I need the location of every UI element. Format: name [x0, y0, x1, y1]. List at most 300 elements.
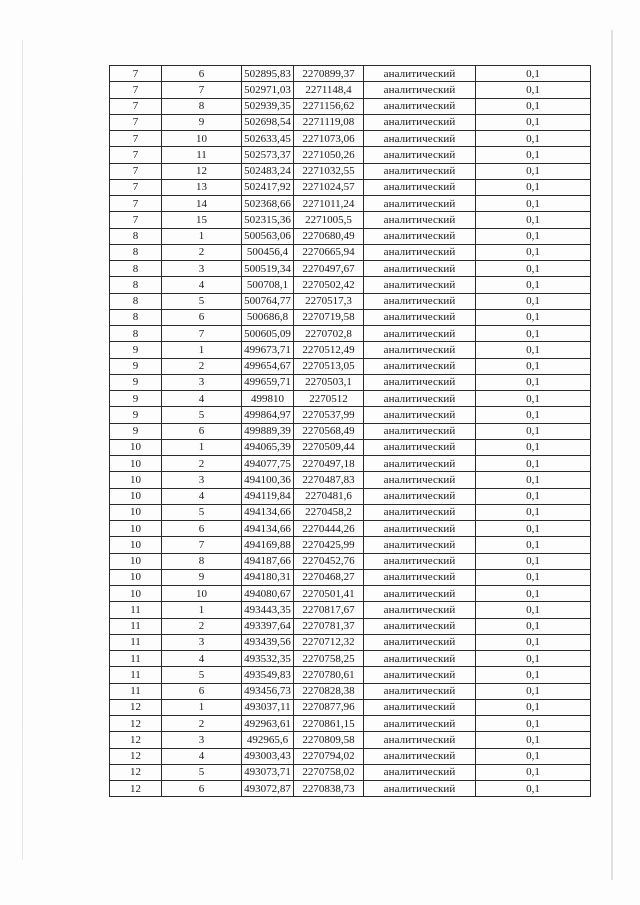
region-number-cell: 7 — [110, 163, 162, 179]
accuracy-cell: 0,1 — [476, 504, 591, 520]
accuracy-cell: 0,1 — [476, 683, 591, 699]
accuracy-cell: 0,1 — [476, 716, 591, 732]
accuracy-cell: 0,1 — [476, 781, 591, 797]
accuracy-cell: 0,1 — [476, 423, 591, 439]
y-coordinate-cell: 2270497,18 — [294, 456, 364, 472]
y-coordinate-cell: 2270513,05 — [294, 358, 364, 374]
point-number-cell: 6 — [162, 781, 242, 797]
y-coordinate-cell: 2270468,27 — [294, 569, 364, 585]
y-coordinate-cell: 2270512,49 — [294, 342, 364, 358]
accuracy-cell: 0,1 — [476, 488, 591, 504]
accuracy-cell: 0,1 — [476, 439, 591, 455]
table-row — [110, 228, 591, 244]
method-cell: аналитический — [364, 277, 476, 293]
x-coordinate-cell: 494100,36 — [242, 472, 294, 488]
region-number-cell: 11 — [110, 667, 162, 683]
method-cell: аналитический — [364, 439, 476, 455]
accuracy-cell: 0,1 — [476, 163, 591, 179]
method-cell: аналитический — [364, 716, 476, 732]
method-cell: аналитический — [364, 683, 476, 699]
x-coordinate-cell: 494077,75 — [242, 456, 294, 472]
table-row — [110, 537, 591, 553]
y-coordinate-cell: 2270780,61 — [294, 667, 364, 683]
region-number-cell: 10 — [110, 472, 162, 488]
page-edge-right — [611, 30, 613, 880]
method-cell: аналитический — [364, 634, 476, 650]
point-number-cell: 5 — [162, 293, 242, 309]
method-cell: аналитический — [364, 244, 476, 260]
x-coordinate-cell: 499889,39 — [242, 423, 294, 439]
region-number-cell: 11 — [110, 634, 162, 650]
region-number-cell: 12 — [110, 716, 162, 732]
y-coordinate-cell: 2270781,37 — [294, 618, 364, 634]
x-coordinate-cell: 499659,71 — [242, 374, 294, 390]
point-number-cell: 7 — [162, 82, 242, 98]
region-number-cell: 7 — [110, 196, 162, 212]
y-coordinate-cell: 2270809,58 — [294, 732, 364, 748]
table-row — [110, 326, 591, 342]
accuracy-cell: 0,1 — [476, 667, 591, 683]
method-cell: аналитический — [364, 423, 476, 439]
x-coordinate-cell: 493037,11 — [242, 699, 294, 715]
point-number-cell: 7 — [162, 326, 242, 342]
region-number-cell: 9 — [110, 358, 162, 374]
x-coordinate-cell: 500605,09 — [242, 326, 294, 342]
y-coordinate-cell: 2270458,2 — [294, 504, 364, 520]
method-cell: аналитический — [364, 66, 476, 82]
region-number-cell: 10 — [110, 456, 162, 472]
table-row — [110, 472, 591, 488]
method-cell: аналитический — [364, 374, 476, 390]
x-coordinate-cell: 493073,71 — [242, 764, 294, 780]
point-number-cell: 2 — [162, 456, 242, 472]
table-row — [110, 699, 591, 715]
y-coordinate-cell: 2270712,32 — [294, 634, 364, 650]
table-row — [110, 732, 591, 748]
accuracy-cell: 0,1 — [476, 244, 591, 260]
method-cell: аналитический — [364, 764, 476, 780]
method-cell: аналитический — [364, 212, 476, 228]
x-coordinate-cell: 502417,92 — [242, 179, 294, 195]
table-row — [110, 196, 591, 212]
accuracy-cell: 0,1 — [476, 634, 591, 650]
point-number-cell: 1 — [162, 602, 242, 618]
x-coordinate-cell: 499673,71 — [242, 342, 294, 358]
y-coordinate-cell: 2270487,83 — [294, 472, 364, 488]
accuracy-cell: 0,1 — [476, 618, 591, 634]
method-cell: аналитический — [364, 602, 476, 618]
method-cell: аналитический — [364, 309, 476, 325]
method-cell: аналитический — [364, 488, 476, 504]
point-number-cell: 4 — [162, 488, 242, 504]
accuracy-cell: 0,1 — [476, 293, 591, 309]
point-number-cell: 3 — [162, 261, 242, 277]
method-cell: аналитический — [364, 521, 476, 537]
point-number-cell: 9 — [162, 569, 242, 585]
region-number-cell: 8 — [110, 326, 162, 342]
region-number-cell: 10 — [110, 586, 162, 602]
y-coordinate-cell: 2270665,94 — [294, 244, 364, 260]
x-coordinate-cell: 502483,24 — [242, 163, 294, 179]
table-row — [110, 781, 591, 797]
point-number-cell: 10 — [162, 586, 242, 602]
table-row — [110, 407, 591, 423]
x-coordinate-cell: 494134,66 — [242, 504, 294, 520]
region-number-cell: 7 — [110, 147, 162, 163]
point-number-cell: 4 — [162, 277, 242, 293]
x-coordinate-cell: 499810 — [242, 391, 294, 407]
y-coordinate-cell: 2270680,49 — [294, 228, 364, 244]
method-cell: аналитический — [364, 114, 476, 130]
accuracy-cell: 0,1 — [476, 391, 591, 407]
accuracy-cell: 0,1 — [476, 699, 591, 715]
point-number-cell: 5 — [162, 407, 242, 423]
table-row — [110, 439, 591, 455]
accuracy-cell: 0,1 — [476, 342, 591, 358]
table-row — [110, 488, 591, 504]
region-number-cell: 10 — [110, 504, 162, 520]
method-cell: аналитический — [364, 82, 476, 98]
region-number-cell: 8 — [110, 261, 162, 277]
method-cell: аналитический — [364, 261, 476, 277]
y-coordinate-cell: 2270497,67 — [294, 261, 364, 277]
table-row — [110, 602, 591, 618]
table-row — [110, 147, 591, 163]
y-coordinate-cell: 2270425,99 — [294, 537, 364, 553]
method-cell: аналитический — [364, 391, 476, 407]
x-coordinate-cell: 494187,66 — [242, 553, 294, 569]
y-coordinate-cell: 2270452,76 — [294, 553, 364, 569]
x-coordinate-cell: 502895,83 — [242, 66, 294, 82]
region-number-cell: 10 — [110, 488, 162, 504]
point-number-cell: 4 — [162, 651, 242, 667]
point-number-cell: 8 — [162, 98, 242, 114]
table-row — [110, 342, 591, 358]
accuracy-cell: 0,1 — [476, 553, 591, 569]
method-cell: аналитический — [364, 699, 476, 715]
method-cell: аналитический — [364, 98, 476, 114]
y-coordinate-cell: 2270828,38 — [294, 683, 364, 699]
region-number-cell: 7 — [110, 66, 162, 82]
region-number-cell: 9 — [110, 391, 162, 407]
table-row — [110, 423, 591, 439]
region-number-cell: 12 — [110, 764, 162, 780]
region-number-cell: 10 — [110, 521, 162, 537]
point-number-cell: 4 — [162, 391, 242, 407]
x-coordinate-cell: 494134,66 — [242, 521, 294, 537]
x-coordinate-cell: 502698,54 — [242, 114, 294, 130]
table-row — [110, 309, 591, 325]
point-number-cell: 5 — [162, 504, 242, 520]
point-number-cell: 5 — [162, 667, 242, 683]
x-coordinate-cell: 493532,35 — [242, 651, 294, 667]
method-cell: аналитический — [364, 131, 476, 147]
accuracy-cell: 0,1 — [476, 82, 591, 98]
point-number-cell: 1 — [162, 439, 242, 455]
method-cell: аналитический — [364, 147, 476, 163]
accuracy-cell: 0,1 — [476, 326, 591, 342]
region-number-cell: 7 — [110, 114, 162, 130]
x-coordinate-cell: 493439,56 — [242, 634, 294, 650]
method-cell: аналитический — [364, 586, 476, 602]
method-cell: аналитический — [364, 326, 476, 342]
region-number-cell: 8 — [110, 244, 162, 260]
x-coordinate-cell: 502315,36 — [242, 212, 294, 228]
y-coordinate-cell: 2270794,02 — [294, 748, 364, 764]
region-number-cell: 12 — [110, 699, 162, 715]
point-number-cell: 1 — [162, 699, 242, 715]
table-row — [110, 391, 591, 407]
y-coordinate-cell: 2270509,44 — [294, 439, 364, 455]
table-row — [110, 244, 591, 260]
table-row — [110, 716, 591, 732]
x-coordinate-cell: 493072,87 — [242, 781, 294, 797]
y-coordinate-cell: 2270838,73 — [294, 781, 364, 797]
point-number-cell: 15 — [162, 212, 242, 228]
table-row — [110, 569, 591, 585]
point-number-cell: 3 — [162, 374, 242, 390]
accuracy-cell: 0,1 — [476, 472, 591, 488]
accuracy-cell: 0,1 — [476, 569, 591, 585]
accuracy-cell: 0,1 — [476, 521, 591, 537]
table-row — [110, 179, 591, 195]
point-number-cell: 3 — [162, 732, 242, 748]
method-cell: аналитический — [364, 472, 476, 488]
point-number-cell: 2 — [162, 358, 242, 374]
x-coordinate-cell: 500456,4 — [242, 244, 294, 260]
table-row — [110, 618, 591, 634]
region-number-cell: 11 — [110, 602, 162, 618]
table-row — [110, 82, 591, 98]
point-number-cell: 6 — [162, 66, 242, 82]
y-coordinate-cell: 2271005,5 — [294, 212, 364, 228]
accuracy-cell: 0,1 — [476, 261, 591, 277]
region-number-cell: 9 — [110, 423, 162, 439]
point-number-cell: 2 — [162, 244, 242, 260]
x-coordinate-cell: 502939,35 — [242, 98, 294, 114]
method-cell: аналитический — [364, 651, 476, 667]
point-number-cell: 4 — [162, 748, 242, 764]
point-number-cell: 7 — [162, 537, 242, 553]
page-edge-left — [22, 40, 23, 860]
region-number-cell: 8 — [110, 277, 162, 293]
y-coordinate-cell: 2270861,15 — [294, 716, 364, 732]
x-coordinate-cell: 492965,6 — [242, 732, 294, 748]
region-number-cell: 7 — [110, 212, 162, 228]
y-coordinate-cell: 2270702,8 — [294, 326, 364, 342]
method-cell: аналитический — [364, 456, 476, 472]
method-cell: аналитический — [364, 732, 476, 748]
region-number-cell: 10 — [110, 553, 162, 569]
region-number-cell: 7 — [110, 82, 162, 98]
region-number-cell: 7 — [110, 98, 162, 114]
accuracy-cell: 0,1 — [476, 309, 591, 325]
point-number-cell: 3 — [162, 634, 242, 650]
region-number-cell: 9 — [110, 342, 162, 358]
table-row — [110, 277, 591, 293]
accuracy-cell: 0,1 — [476, 147, 591, 163]
method-cell: аналитический — [364, 553, 476, 569]
y-coordinate-cell: 2270503,1 — [294, 374, 364, 390]
accuracy-cell: 0,1 — [476, 196, 591, 212]
region-number-cell: 9 — [110, 374, 162, 390]
region-number-cell: 8 — [110, 309, 162, 325]
point-number-cell: 3 — [162, 472, 242, 488]
y-coordinate-cell: 2271156,62 — [294, 98, 364, 114]
y-coordinate-cell: 2270481,6 — [294, 488, 364, 504]
y-coordinate-cell: 2270512 — [294, 391, 364, 407]
y-coordinate-cell: 2270537,99 — [294, 407, 364, 423]
table-row — [110, 163, 591, 179]
method-cell: аналитический — [364, 407, 476, 423]
table-row — [110, 66, 591, 82]
table-row — [110, 114, 591, 130]
x-coordinate-cell: 500708,1 — [242, 277, 294, 293]
table-row — [110, 456, 591, 472]
x-coordinate-cell: 492963,61 — [242, 716, 294, 732]
point-number-cell: 6 — [162, 683, 242, 699]
region-number-cell: 9 — [110, 407, 162, 423]
method-cell: аналитический — [364, 569, 476, 585]
accuracy-cell: 0,1 — [476, 732, 591, 748]
method-cell: аналитический — [364, 504, 476, 520]
accuracy-cell: 0,1 — [476, 114, 591, 130]
region-number-cell: 11 — [110, 683, 162, 699]
point-number-cell: 13 — [162, 179, 242, 195]
accuracy-cell: 0,1 — [476, 358, 591, 374]
coordinates-table — [109, 65, 591, 797]
y-coordinate-cell: 2270719,58 — [294, 309, 364, 325]
x-coordinate-cell: 502573,37 — [242, 147, 294, 163]
method-cell: аналитический — [364, 358, 476, 374]
point-number-cell: 1 — [162, 342, 242, 358]
table-row — [110, 586, 591, 602]
table-row — [110, 131, 591, 147]
accuracy-cell: 0,1 — [476, 537, 591, 553]
table-row — [110, 98, 591, 114]
accuracy-cell: 0,1 — [476, 407, 591, 423]
region-number-cell: 10 — [110, 439, 162, 455]
y-coordinate-cell: 2271024,57 — [294, 179, 364, 195]
accuracy-cell: 0,1 — [476, 66, 591, 82]
table-row — [110, 667, 591, 683]
y-coordinate-cell: 2271011,24 — [294, 196, 364, 212]
y-coordinate-cell: 2270501,41 — [294, 586, 364, 602]
point-number-cell: 2 — [162, 618, 242, 634]
region-number-cell: 10 — [110, 569, 162, 585]
region-number-cell: 11 — [110, 618, 162, 634]
y-coordinate-cell: 2270502,42 — [294, 277, 364, 293]
x-coordinate-cell: 502633,45 — [242, 131, 294, 147]
table-row — [110, 634, 591, 650]
table-row — [110, 293, 591, 309]
table-row — [110, 504, 591, 520]
region-number-cell: 7 — [110, 179, 162, 195]
accuracy-cell: 0,1 — [476, 651, 591, 667]
point-number-cell: 6 — [162, 423, 242, 439]
point-number-cell: 1 — [162, 228, 242, 244]
method-cell: аналитический — [364, 537, 476, 553]
table-row — [110, 683, 591, 699]
accuracy-cell: 0,1 — [476, 98, 591, 114]
accuracy-cell: 0,1 — [476, 131, 591, 147]
point-number-cell: 5 — [162, 764, 242, 780]
x-coordinate-cell: 493456,73 — [242, 683, 294, 699]
method-cell: аналитический — [364, 196, 476, 212]
table-row — [110, 521, 591, 537]
table-row — [110, 261, 591, 277]
accuracy-cell: 0,1 — [476, 586, 591, 602]
x-coordinate-cell: 500764,77 — [242, 293, 294, 309]
region-number-cell: 12 — [110, 732, 162, 748]
accuracy-cell: 0,1 — [476, 374, 591, 390]
point-number-cell: 14 — [162, 196, 242, 212]
y-coordinate-cell: 2271148,4 — [294, 82, 364, 98]
x-coordinate-cell: 494065,39 — [242, 439, 294, 455]
y-coordinate-cell: 2271073,06 — [294, 131, 364, 147]
x-coordinate-cell: 500519,34 — [242, 261, 294, 277]
point-number-cell: 6 — [162, 521, 242, 537]
y-coordinate-cell: 2270517,3 — [294, 293, 364, 309]
point-number-cell: 10 — [162, 131, 242, 147]
region-number-cell: 12 — [110, 781, 162, 797]
point-number-cell: 8 — [162, 553, 242, 569]
method-cell: аналитический — [364, 781, 476, 797]
x-coordinate-cell: 502368,66 — [242, 196, 294, 212]
y-coordinate-cell: 2271050,26 — [294, 147, 364, 163]
point-number-cell: 12 — [162, 163, 242, 179]
point-number-cell: 9 — [162, 114, 242, 130]
x-coordinate-cell: 494169,88 — [242, 537, 294, 553]
y-coordinate-cell: 2270758,02 — [294, 764, 364, 780]
y-coordinate-cell: 2270758,25 — [294, 651, 364, 667]
y-coordinate-cell: 2270877,96 — [294, 699, 364, 715]
accuracy-cell: 0,1 — [476, 179, 591, 195]
region-number-cell: 7 — [110, 131, 162, 147]
region-number-cell: 8 — [110, 228, 162, 244]
region-number-cell: 11 — [110, 651, 162, 667]
method-cell: аналитический — [364, 293, 476, 309]
method-cell: аналитический — [364, 179, 476, 195]
x-coordinate-cell: 502971,03 — [242, 82, 294, 98]
x-coordinate-cell: 493549,83 — [242, 667, 294, 683]
method-cell: аналитический — [364, 748, 476, 764]
accuracy-cell: 0,1 — [476, 602, 591, 618]
x-coordinate-cell: 499654,67 — [242, 358, 294, 374]
x-coordinate-cell: 494119,84 — [242, 488, 294, 504]
x-coordinate-cell: 493443,35 — [242, 602, 294, 618]
x-coordinate-cell: 500563,06 — [242, 228, 294, 244]
method-cell: аналитический — [364, 228, 476, 244]
point-number-cell: 6 — [162, 309, 242, 325]
y-coordinate-cell: 2270444,26 — [294, 521, 364, 537]
accuracy-cell: 0,1 — [476, 748, 591, 764]
table-row — [110, 748, 591, 764]
x-coordinate-cell: 494180,31 — [242, 569, 294, 585]
x-coordinate-cell: 493397,64 — [242, 618, 294, 634]
y-coordinate-cell: 2271119,08 — [294, 114, 364, 130]
table-row — [110, 358, 591, 374]
method-cell: аналитический — [364, 163, 476, 179]
x-coordinate-cell: 499864,97 — [242, 407, 294, 423]
table-row — [110, 764, 591, 780]
region-number-cell: 12 — [110, 748, 162, 764]
y-coordinate-cell: 2270817,67 — [294, 602, 364, 618]
method-cell: аналитический — [364, 618, 476, 634]
accuracy-cell: 0,1 — [476, 277, 591, 293]
coordinates-table-body — [110, 66, 591, 797]
accuracy-cell: 0,1 — [476, 764, 591, 780]
